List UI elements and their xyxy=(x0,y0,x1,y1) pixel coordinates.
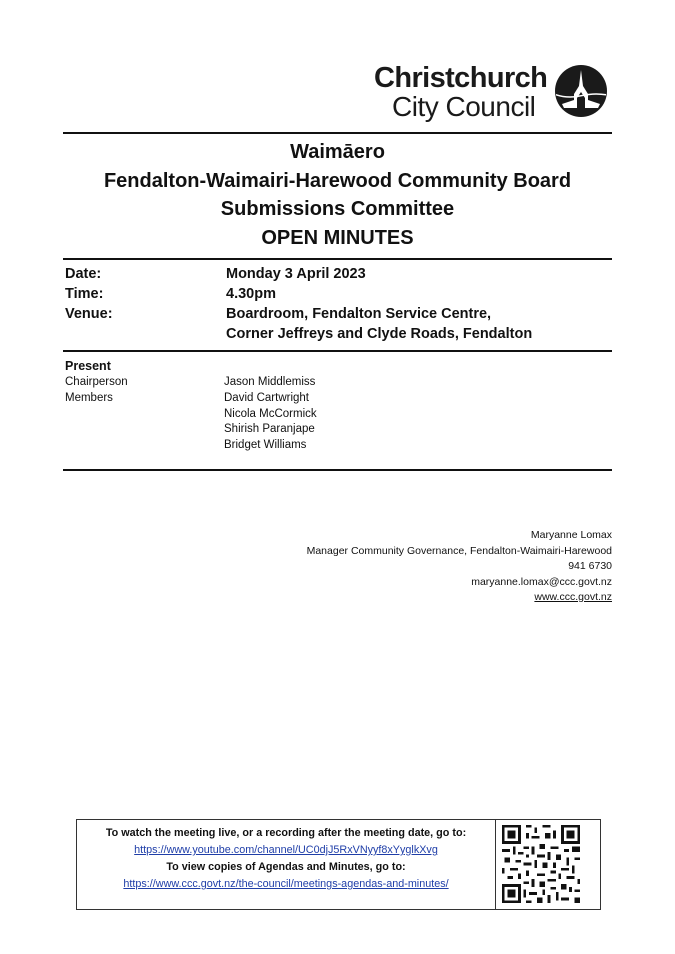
contact-website-link[interactable]: www.ccc.govt.nz xyxy=(534,591,612,603)
present-heading: Present xyxy=(65,359,111,373)
contact-title: Manager Community Governance, Fendalton-Waimairi-Harewood xyxy=(306,544,612,557)
time-row xyxy=(63,286,612,306)
watch-instructions: To watch the meeting live, or a recording after the meeting date, go to: xyxy=(105,827,467,839)
members-role: Members xyxy=(65,391,113,404)
footer-divider xyxy=(495,820,496,909)
member-name: Bridget Williams xyxy=(224,439,307,452)
meeting-details xyxy=(63,266,612,346)
contact-email[interactable]: maryanne.lomax@ccc.govt.nz xyxy=(471,575,612,588)
contact-phone: 941 6730 xyxy=(568,560,612,572)
council-logo xyxy=(374,62,614,124)
cathedral-emblem-icon xyxy=(554,64,608,118)
title-document-type: OPEN MINUTES xyxy=(261,226,414,249)
attendee-row xyxy=(63,422,612,438)
venue-row xyxy=(63,306,612,326)
title-community-board: Fendalton-Waimairi-Harewood Community Board xyxy=(103,169,572,192)
agendas-link[interactable]: https://www.ccc.govt.nz/the-council/meetings-agendas-and-minutes/ xyxy=(123,878,449,890)
date-row xyxy=(63,266,612,286)
attendee-row xyxy=(63,375,612,391)
logo-text-line1: Christchurch xyxy=(374,62,548,94)
member-name: David Cartwright xyxy=(224,391,309,404)
divider-top xyxy=(63,132,612,134)
attendance-list xyxy=(63,375,612,454)
time-label: Time: xyxy=(65,286,104,302)
divider-details-bottom xyxy=(63,350,612,352)
youtube-link[interactable]: https://www.youtube.com/channel/UC0djJ5RxVNyyf8xYyglkXvg xyxy=(134,844,438,856)
date-value: Monday 3 April 2023 xyxy=(226,266,366,282)
logo-text-line2: City Council xyxy=(392,91,536,122)
member-name: Shirish Paranjape xyxy=(224,423,315,436)
divider-attendance-bottom xyxy=(63,469,612,471)
venue-label: Venue: xyxy=(65,306,113,322)
attendee-row xyxy=(63,438,612,454)
contact-block xyxy=(307,528,612,606)
time-value: 4.30pm xyxy=(226,286,276,302)
chairperson-name: Jason Middlemiss xyxy=(224,376,316,388)
venue-row-continued xyxy=(63,326,612,346)
attendee-row xyxy=(63,407,612,423)
qr-code-icon[interactable] xyxy=(502,825,580,903)
chairperson-role: Chairperson xyxy=(65,376,128,388)
agendas-instructions: To view copies of Agendas and Minutes, go to: xyxy=(166,861,406,873)
member-name: Nicola McCormick xyxy=(224,407,317,420)
divider-details-top xyxy=(63,258,612,260)
title-board-name: Waimāero xyxy=(290,141,385,163)
footer-links-box xyxy=(76,819,601,910)
title-committee: Submissions Committee xyxy=(220,198,455,220)
footer-text xyxy=(77,820,495,909)
venue-value-line2: Corner Jeffreys and Clyde Roads, Fendalton xyxy=(226,326,533,342)
date-label: Date: xyxy=(65,266,102,282)
attendee-row xyxy=(63,391,612,407)
contact-name: Maryanne Lomax xyxy=(530,529,612,541)
venue-value-line1: Boardroom, Fendalton Service Centre, xyxy=(226,306,492,322)
document-title xyxy=(63,138,612,252)
